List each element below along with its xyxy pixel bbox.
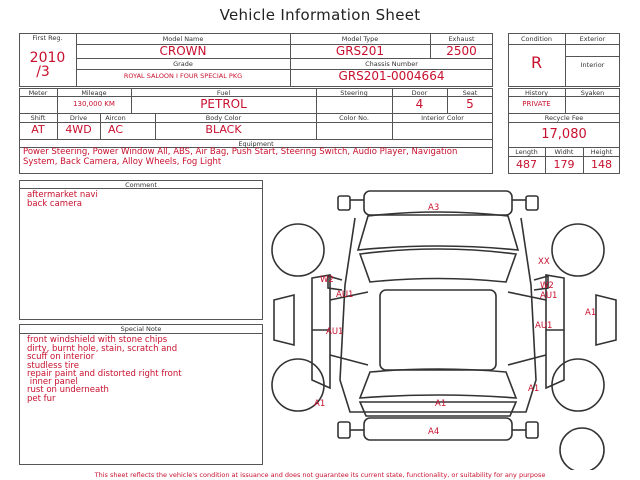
special-note-line: inner panel [27,377,78,387]
aircon-value: AC [107,123,123,136]
drive-label: Drive [69,114,88,122]
length-label: Length [515,148,538,156]
damage-mark: AU1 [540,291,558,301]
history-label: History [524,89,549,97]
interior-label: Interior [580,61,605,69]
damage-mark: A1 [528,384,540,394]
special-note-line: dirty, burnt hole, stain, scratch and [27,344,178,354]
comment-label: Comment [125,181,157,189]
comment-line-1: aftermarket navi [27,190,98,200]
special-note-line: studless tire [27,361,79,371]
height-value: 148 [591,158,612,171]
damage-mark: W2 [320,275,334,285]
fuel-value: PETROL [200,97,247,111]
mileage-value: 130,000 KM [73,100,115,108]
drive-value: 4WD [65,123,92,136]
interior-color-label: Interior Color [421,114,464,122]
damage-mark: A4 [428,427,440,437]
damage-mark: A1 [585,308,597,318]
model-type-value: GRS201 [335,44,385,58]
seat-label: Seat [462,89,478,97]
special-note-line: pet fur [27,394,56,404]
syaken-label: Syaken [580,89,605,97]
width-label: Widht [554,148,574,156]
damage-mark: AU1 [336,290,354,300]
damage-mark: A1 [435,399,447,409]
damage-mark: XX [538,257,550,267]
equipment-text: Power Steering, Power Window All, ABS, Air Bag, Push Start, Steering Switch, Audio Player, Navigation System, Back Camera, Alloy Wheels, Fog Light [23,147,458,167]
history-value: PRIVATE [522,100,551,108]
special-note-line: scuff on interior [27,352,95,362]
door-value: 4 [415,97,424,111]
sheet-title: Vehicle Information Sheet [219,6,421,24]
seat-value: 5 [466,97,474,111]
damage-mark: A3 [428,203,440,213]
model-name-label: Model Name [162,35,204,43]
steering-label: Steering [340,89,368,97]
recycle-fee-label: Recycle Fee [544,114,584,122]
comment-line-2: back camera [27,199,82,209]
shift-label: Shift [30,114,46,122]
first-reg-year: 2010 [29,50,66,66]
recycle-fee-value: 17,080 [541,127,587,142]
door-label: Door [411,89,428,97]
height-label: Height [590,148,613,156]
car-damage-diagram [270,180,620,470]
shift-value: AT [31,123,45,136]
disclaimer: This sheet reflects the vehicle's condition at issuance and does not guarantee its current state, functionality, or suitability for any purpose [94,471,546,479]
meter-label: Meter [28,89,48,97]
equipment-label: Equipment [238,140,274,148]
color-no-label: Color No. [339,114,369,122]
aircon-label: Aircon [105,114,126,122]
grade-value: ROYAL SALOON I FOUR SPECIAL PKG [123,72,243,80]
length-value: 487 [516,158,537,171]
damage-mark: AU1 [326,327,344,337]
exhaust-label: Exhaust [448,35,475,43]
first-reg-label: First Reg. [32,34,63,42]
exterior-label: Exterior [579,35,606,43]
special-note-line: front windshield with stone chips [27,335,168,345]
grade-label: Grade [173,60,193,68]
first-reg-month: /3 [36,64,50,80]
chassis-number-label: Chassis Number [365,60,418,68]
model-type-label: Model Type [341,35,379,43]
condition-label: Condition [520,35,553,43]
model-name-value: CROWN [159,44,207,58]
damage-mark: AU1 [535,321,553,331]
body-color-value: BLACK [205,123,242,136]
special-note-line: rust on underneath [27,385,109,395]
special-note-line: repair paint and distorted right front [27,369,182,379]
body-color-label: Body Color [205,114,242,122]
chassis-number-value: GRS201-0004664 [338,69,445,83]
mileage-label: Mileage [81,89,107,97]
damage-mark: W2 [540,281,554,291]
special-note-label: Special Note [120,325,162,333]
fuel-label: Fuel [216,89,231,97]
condition-value: R [530,53,543,72]
damage-mark: A1 [314,399,326,409]
width-value: 179 [553,158,575,171]
exhaust-value: 2500 [446,44,477,58]
